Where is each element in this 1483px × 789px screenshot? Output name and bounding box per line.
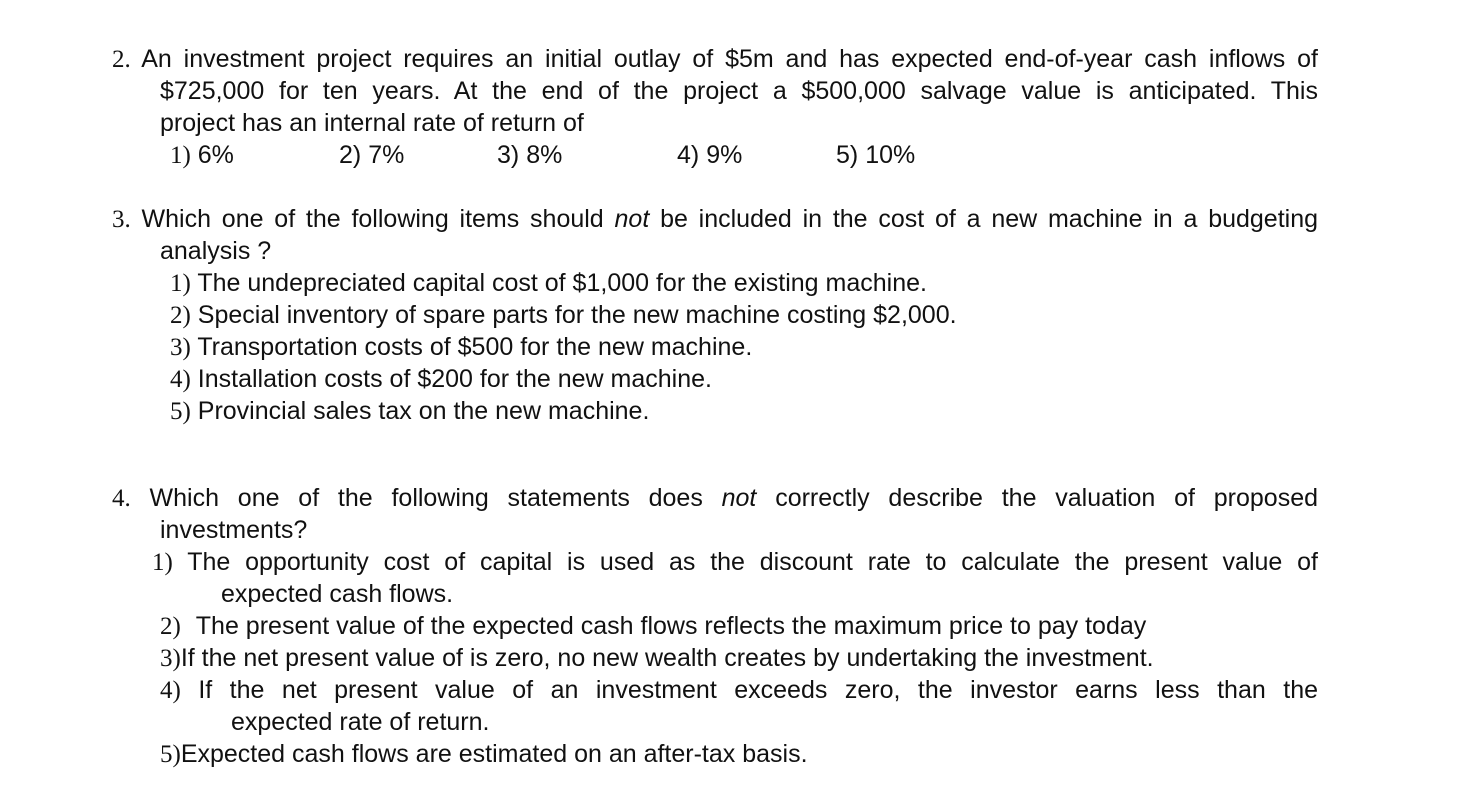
question-4-emphasis: not xyxy=(721,484,757,512)
option-text: Transportation costs of $500 for the new machine. xyxy=(197,333,753,361)
question-2-line-1 xyxy=(112,43,1318,75)
question-4-text-1a: Which one of the following statements does xyxy=(149,484,703,512)
question-3-option-1 xyxy=(170,267,927,300)
option-text: Expected cash flows are estimated on an after-tax basis. xyxy=(180,740,808,768)
option-number: 4) xyxy=(160,677,181,704)
question-3-line-2: analysis ? xyxy=(160,237,272,265)
option-number: 3) xyxy=(497,141,520,169)
option-number: 2) xyxy=(170,302,191,329)
option-text: If the net present value of is zero, no new wealth creates by undertaking the investment. xyxy=(180,644,1154,672)
option-text: 8% xyxy=(526,141,563,169)
question-3-option-5 xyxy=(170,395,649,428)
question-2-number: 2. xyxy=(112,46,131,73)
question-2-option-5 xyxy=(836,139,915,171)
option-text: Special inventory of spare parts for the new machine costing $2,000. xyxy=(197,301,957,329)
option-number: 1) xyxy=(170,270,191,297)
question-3-text-1a: Which one of the following items should xyxy=(141,205,604,233)
question-3-option-3 xyxy=(170,331,752,364)
question-4-option-3 xyxy=(160,642,1154,675)
option-text: Provincial sales tax on the new machine. xyxy=(197,397,650,425)
option-text: 6% xyxy=(197,141,234,169)
question-4-option-5 xyxy=(160,738,808,771)
question-2-option-4 xyxy=(677,139,742,171)
option-number: 2) xyxy=(160,613,181,640)
question-3-line-1 xyxy=(112,203,1318,235)
option-number: 1) xyxy=(170,142,191,169)
question-3-text-1b: be included in the cost of a new machine in a budgeting xyxy=(660,205,1319,233)
question-2-option-1 xyxy=(170,139,234,172)
question-4-option-2 xyxy=(160,610,1146,643)
question-4-number: 4. xyxy=(112,485,131,512)
question-4-option-1 xyxy=(152,546,1318,578)
option-number: 5) xyxy=(836,141,859,169)
option-number: 2) xyxy=(339,141,362,169)
question-3-number: 3. xyxy=(112,206,131,233)
option-number: 4) xyxy=(677,141,700,169)
question-4-line-2: investments? xyxy=(160,516,308,544)
option-text: The present value of the expected cash flows reflects the maximum price to pay today xyxy=(195,612,1147,640)
option-text: 7% xyxy=(368,141,405,169)
question-2-line-2: $725,000 for ten years. At the end of the project a $500,000 salvage value is anticipated. This xyxy=(160,77,1318,105)
option-number: 3) xyxy=(160,645,181,672)
option-number: 4) xyxy=(170,366,191,393)
option-text: The opportunity cost of capital is used as the discount rate to calculate the present value of xyxy=(187,548,1318,576)
question-4-text-1b: correctly describe the valuation of proposed xyxy=(775,484,1319,512)
question-2-option-3 xyxy=(497,139,562,171)
question-4-option-4-cont: expected rate of return. xyxy=(231,708,490,736)
question-2-option-2 xyxy=(339,139,404,171)
option-text: 10% xyxy=(865,141,916,169)
question-3-option-4 xyxy=(170,363,712,396)
option-text: 9% xyxy=(706,141,743,169)
option-number: 3) xyxy=(170,334,191,361)
option-text: The undepreciated capital cost of $1,000 for the existing machine. xyxy=(197,269,927,297)
question-3-emphasis: not xyxy=(614,205,650,233)
question-4-line-1 xyxy=(112,482,1318,514)
question-2-text-1: An investment project requires an initial outlay of $5m and has expected end-of-year cash inflows of xyxy=(141,45,1318,73)
option-number: 1) xyxy=(152,549,173,576)
option-text: If the net present value of an investment exceeds zero, the investor earns less than the xyxy=(198,676,1318,704)
option-text: Installation costs of $200 for the new machine. xyxy=(197,365,712,393)
option-number: 5) xyxy=(170,398,191,425)
option-number: 5) xyxy=(160,741,181,768)
question-4-option-4 xyxy=(160,674,1318,706)
question-3-option-2 xyxy=(170,299,957,332)
question-4-option-1-cont: expected cash flows. xyxy=(221,580,454,608)
question-2-line-3: project has an internal rate of return of xyxy=(160,109,584,137)
